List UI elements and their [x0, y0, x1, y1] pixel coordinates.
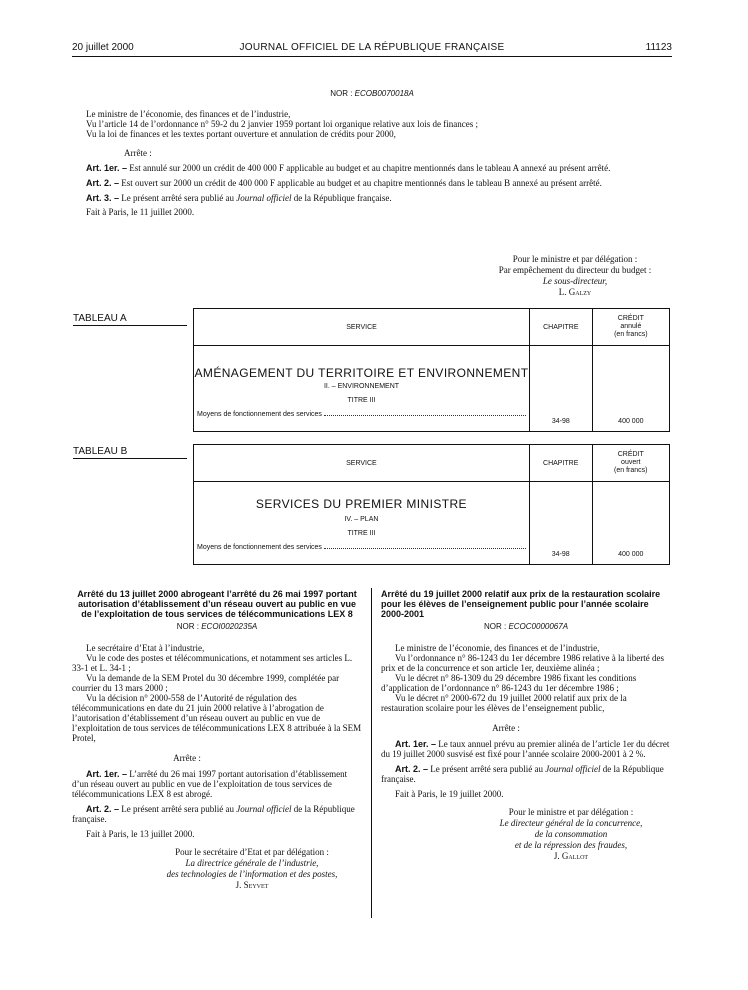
nor-code: ECOI0020235A — [201, 622, 258, 631]
issue-date: 20 juillet 2000 — [72, 42, 134, 53]
article-2: Art. 2. – Est ouvert sur 2000 un crédit de 400 000 F applicable au budget et au chapitre mentionnés dans le tableau B annexé au présent arrêté. — [86, 178, 602, 188]
column-separator — [371, 588, 372, 918]
right-signature: Pour le ministre et par délégation : Le directeur général de la concurrence, de la consommation et de la répression des fraudes, J. Gallot — [381, 807, 671, 862]
left-decree — [72, 589, 362, 891]
top-signature: Pour le ministre et par délégation : Par empêchement du directeur du budget : Le sous-directeur, L. Galzy — [470, 254, 680, 298]
paragraph: Vu le décret n° 2000-672 du 19 juillet 2000 relatif aux prix de la restauration scolaire pour les élèves de l’enseignement public, — [381, 693, 627, 713]
chapitre-cell: 34-98 — [529, 482, 592, 565]
tableau-a-label: TABLEAU A — [73, 313, 187, 326]
section-heading: IV. – PLAN — [344, 516, 379, 523]
article-1: Art. 1er. – Est annulé sur 2000 un crédit de 400 000 F applicable au budget et au chapitre mentionnés dans le tableau A annexé au présent arrêté. — [86, 163, 611, 173]
decree-title: Arrêté du 19 juillet 2000 relatif aux prix de la restauration scolaire pour les élèves de l’enseignement public pour l’année scolaire 2000-2001 — [381, 589, 661, 619]
titre-heading: TITRE III — [347, 530, 376, 537]
service-cell — [194, 482, 530, 565]
ministry-heading: AMÉNAGEMENT DU TERRITOIRE ET ENVIRONNEMENT — [194, 366, 529, 380]
col-chapitre: CHAPITRE — [529, 445, 592, 482]
done-at: Fait à Paris, le 13 juillet 2000. — [86, 829, 195, 839]
article-1: Art. 1er. – L’arrêté du 26 mai 1997 portant autorisation d’établissement d’un réseau ouvert au public en vue de l’exploitation de tous services de télécommunications LEX 8 est abrogé. — [72, 769, 348, 799]
paragraph: Vu le décret n° 86-1309 du 29 décembre 1986 fixant les conditions d’application de l’ordonnance n° 86-1243 du 1er décembre 1986 ; — [381, 673, 637, 693]
credit-cell: 400 000 — [592, 346, 669, 432]
ministry-heading: SERVICES DU PREMIER MINISTRE — [255, 497, 467, 511]
intro-line: Vu la loi de finances et les textes portant ouverture et annulation de crédits pour 2000, — [86, 129, 396, 139]
paragraph: Vu la décision n° 2000-558 de l’Autorité de régulation des télécommunications en date du 21 juin 2000 relative à l’abrogation de l’autorisation d’établissement d’un réseau ouvert au public en vue de l’exploitation de tous services de télécommunications LEX 8 attribuée à la SEM Protel, — [72, 693, 362, 743]
nor-code: ECOB0070018A — [354, 89, 414, 98]
article-2: Art. 2. – Le présent arrêté sera publié au Journal officiel de la République française. — [72, 804, 355, 824]
paragraph: Vu la demande de la SEM Protel du 30 décembre 1999, complétée par courrier du 13 mars 2000 ; — [72, 673, 340, 693]
tableau-b — [193, 444, 670, 565]
arrete-heading: Arrête : — [173, 753, 201, 763]
article-2: Art. 2. – Le présent arrêté sera publié au Journal officiel de la République française. — [381, 764, 664, 784]
article-1: Art. 1er. – Le taux annuel prévu au premier alinéa de l’article 1er du décret du 19 juillet 2000 susvisé est fixé pour l’année scolaire 2000-2001 à 2 %. — [381, 739, 670, 759]
credit-cell: 400 000 — [592, 482, 669, 565]
arrete-heading: Arrête : — [492, 723, 520, 733]
journal-title: JOURNAL OFFICIEL DE LA RÉPUBLIQUE FRANÇAISE — [239, 42, 505, 53]
left-signature: Pour le secrétaire d’Etat et par délégation : La directrice générale de l’industrie, des technologies de l’information et des postes, J. Seyvet — [72, 847, 362, 891]
signatory-name: J. Gallot — [553, 851, 589, 861]
done-at: Fait à Paris, le 19 juillet 2000. — [395, 789, 504, 799]
header-rule — [72, 56, 672, 57]
chapitre-cell: 34-98 — [530, 346, 593, 432]
col-chapitre: CHAPITRE — [530, 309, 593, 346]
signatory-name: J. Seyvet — [235, 880, 269, 890]
col-service: SERVICE — [194, 309, 530, 346]
service-cell — [194, 346, 530, 432]
intro-line: Vu l’article 14 de l’ordonnance n° 59-2 du 2 janvier 1959 portant loi organique relative aux lois de finances ; — [86, 119, 479, 129]
signatory-name: L. Galzy — [558, 287, 592, 297]
done-at: Fait à Paris, le 11 juillet 2000. — [86, 207, 195, 217]
nor-reference: NOR : ECOB0070018A — [330, 89, 414, 98]
col-credit: CRÉDIT ouvert (en francs) — [592, 445, 669, 482]
nor-reference: NOR : ECOC0000067A — [483, 622, 569, 631]
col-credit: CRÉDIT annulé (en francs) — [592, 309, 669, 346]
titre-heading: TITRE III — [347, 397, 376, 404]
nor-reference: NOR : ECOI0020235A — [176, 622, 258, 631]
paragraph: Vu l’ordonnance n° 86-1243 du 1er décembre 1986 relative à la liberté des prix et de la concurrence et son article 1er, deuxième alinéa ; — [381, 653, 664, 673]
intro-line: Le ministre de l’économie, des finances et de l’industrie, — [86, 109, 291, 119]
tableau-b-label: TABLEAU B — [73, 446, 187, 459]
top-decree-body — [72, 109, 672, 217]
article-3: Art. 3. – Le présent arrêté sera publié au Journal officiel de la République française. — [86, 193, 392, 203]
budget-line: Moyens de fonctionnement des services — [194, 411, 529, 418]
decree-title: Arrêté du 13 juillet 2000 abrogeant l’arrêté du 26 mai 1997 portant autorisation d’établissement d’un réseau ouvert au public en vue de l’exploitation de tous services de télécommunications LEX 8 — [77, 589, 357, 619]
paragraph: Le ministre de l’économie, des finances et de l’industrie, — [395, 643, 600, 653]
paragraph: Vu le code des postes et télécommunications, et notamment ses articles L. 33-1 et L. 34-1 ; — [72, 653, 353, 673]
tableau-a — [193, 308, 670, 432]
page-number: 11123 — [645, 42, 672, 53]
arrete-heading: Arrête : — [124, 148, 152, 158]
section-heading: II. – ENVIRONNEMENT — [323, 383, 400, 390]
right-decree — [381, 589, 671, 862]
budget-line: Moyens de fonctionnement des services — [194, 544, 529, 551]
paragraph: Le secrétaire d’Etat à l’industrie, — [86, 643, 205, 653]
col-service: SERVICE — [194, 445, 530, 482]
nor-code: ECOC0000067A — [508, 622, 569, 631]
